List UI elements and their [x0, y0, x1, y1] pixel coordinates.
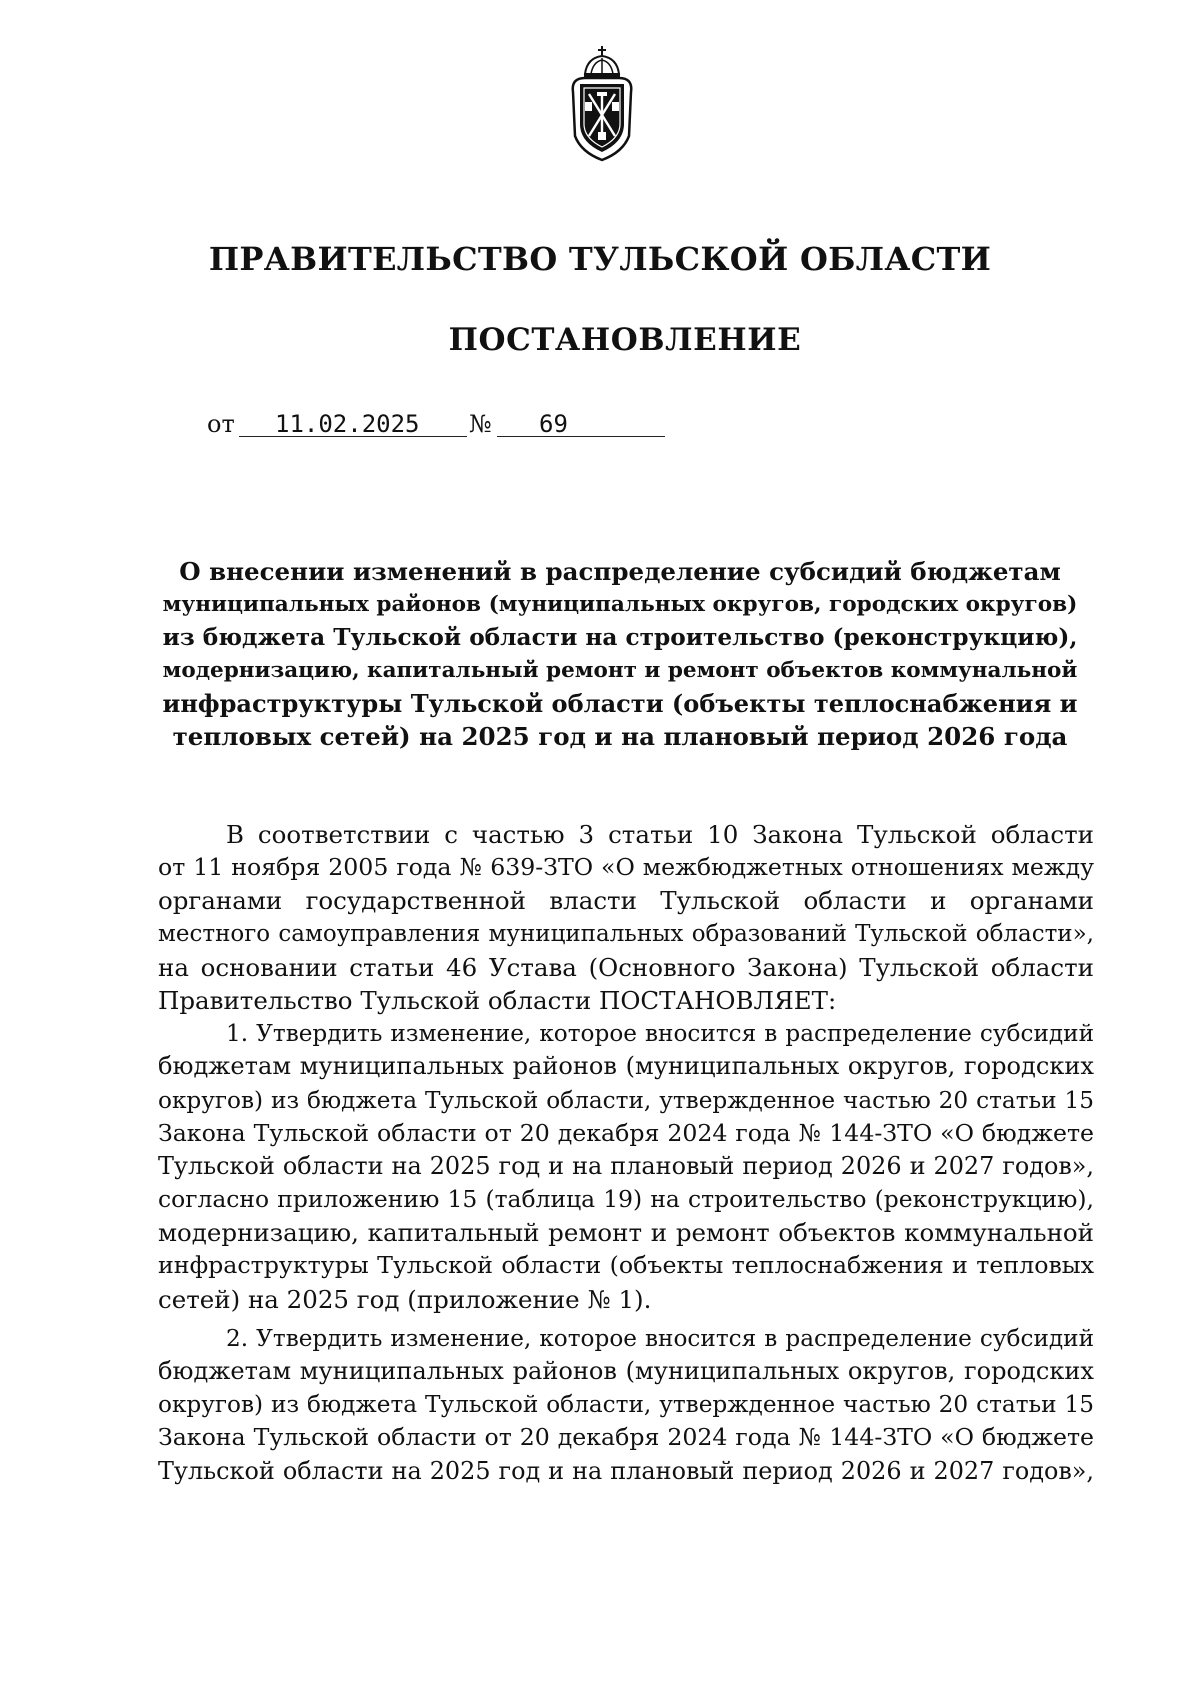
body-line: на основании статьи 46 Устава (Основного Закона) Тульской области — [158, 952, 1094, 982]
document-date: 11.02.2025 — [275, 410, 420, 438]
body-line: сетей) на 2025 год (приложение № 1). — [158, 1284, 652, 1314]
body-line: В соответствии с частью 3 статьи 10 Закона Тульской области — [226, 820, 1094, 849]
body-line: Тульской области на 2025 год и на плановый период 2026 и 2027 годов», — [158, 1151, 1094, 1180]
body-line: бюджетам муниципальных районов (муниципальных округов, городских — [158, 1052, 1094, 1081]
organization-title: ПРАВИТЕЛЬСТВО ТУЛЬСКОЙ ОБЛАСТИ — [208, 240, 992, 278]
subject-line: тепловых сетей) на 2025 год и на плановый период 2026 года — [172, 722, 1068, 751]
subject-line: из бюджета Тульской области на строительство (реконструкцию), — [162, 624, 1078, 651]
number-sign: № — [469, 410, 492, 438]
document-subject — [160, 555, 1080, 753]
number-underline — [497, 406, 665, 437]
body-line: Закона Тульской области от 20 декабря 2024 года № 144-ЗТО «О бюджете — [158, 1118, 1094, 1147]
document-number: 69 — [539, 410, 568, 438]
body-line: округов) из бюджета Тульской области, утвержденное частью 20 статьи 15 — [158, 1086, 1094, 1114]
body-line: Тульской области на 2025 год и на плановый период 2026 и 2027 годов», — [158, 1456, 1094, 1485]
coat-of-arms-icon — [567, 44, 637, 162]
subject-line: инфраструктуры Тульской области (объекты теплоснабжения и — [162, 689, 1078, 718]
date-prefix: от — [207, 410, 235, 438]
body-line: модернизацию, капитальный ремонт и ремонт объектов коммунальной — [158, 1218, 1094, 1248]
body-line: согласно приложению 15 (таблица 19) на строительство (реконструкцию), — [158, 1185, 1094, 1214]
body-line: Правительство Тульской области ПОСТАНОВЛЯЕТ: — [158, 985, 837, 1015]
body-line: от 11 ноября 2005 года № 639-ЗТО «О межбюджетных отношениях между — [158, 853, 1094, 882]
body-line: бюджетам муниципальных районов (муниципальных округов, городских — [158, 1357, 1094, 1385]
body-line: Закона Тульской области от 20 декабря 2024 года № 144-ЗТО «О бюджете — [158, 1423, 1094, 1452]
body-line: местного самоуправления муниципальных образований Тульской области», — [158, 920, 1094, 947]
subject-line: модернизацию, капитальный ремонт и ремонт объектов коммунальной — [162, 658, 1078, 683]
body-line: инфраструктуры Тульской области (объекты теплоснабжения и тепловых — [158, 1251, 1094, 1280]
subject-line: О внесении изменений в распределение субсидий бюджетам — [179, 557, 1061, 586]
body-line: органами государственной власти Тульской области и органами — [158, 886, 1094, 916]
body-line: округов) из бюджета Тульской области, утвержденное частью 20 статьи 15 — [158, 1391, 1094, 1419]
document-body — [158, 818, 1094, 1488]
body-line: 1. Утвердить изменение, которое вносится в распределение субсидий — [226, 1020, 1094, 1048]
document-type: ПОСТАНОВЛЕНИЕ — [448, 322, 802, 358]
body-line: 2. Утвердить изменение, которое вносится в распределение субсидий — [226, 1324, 1094, 1352]
subject-line: муниципальных районов (муниципальных округов, городских округов) — [162, 592, 1078, 617]
